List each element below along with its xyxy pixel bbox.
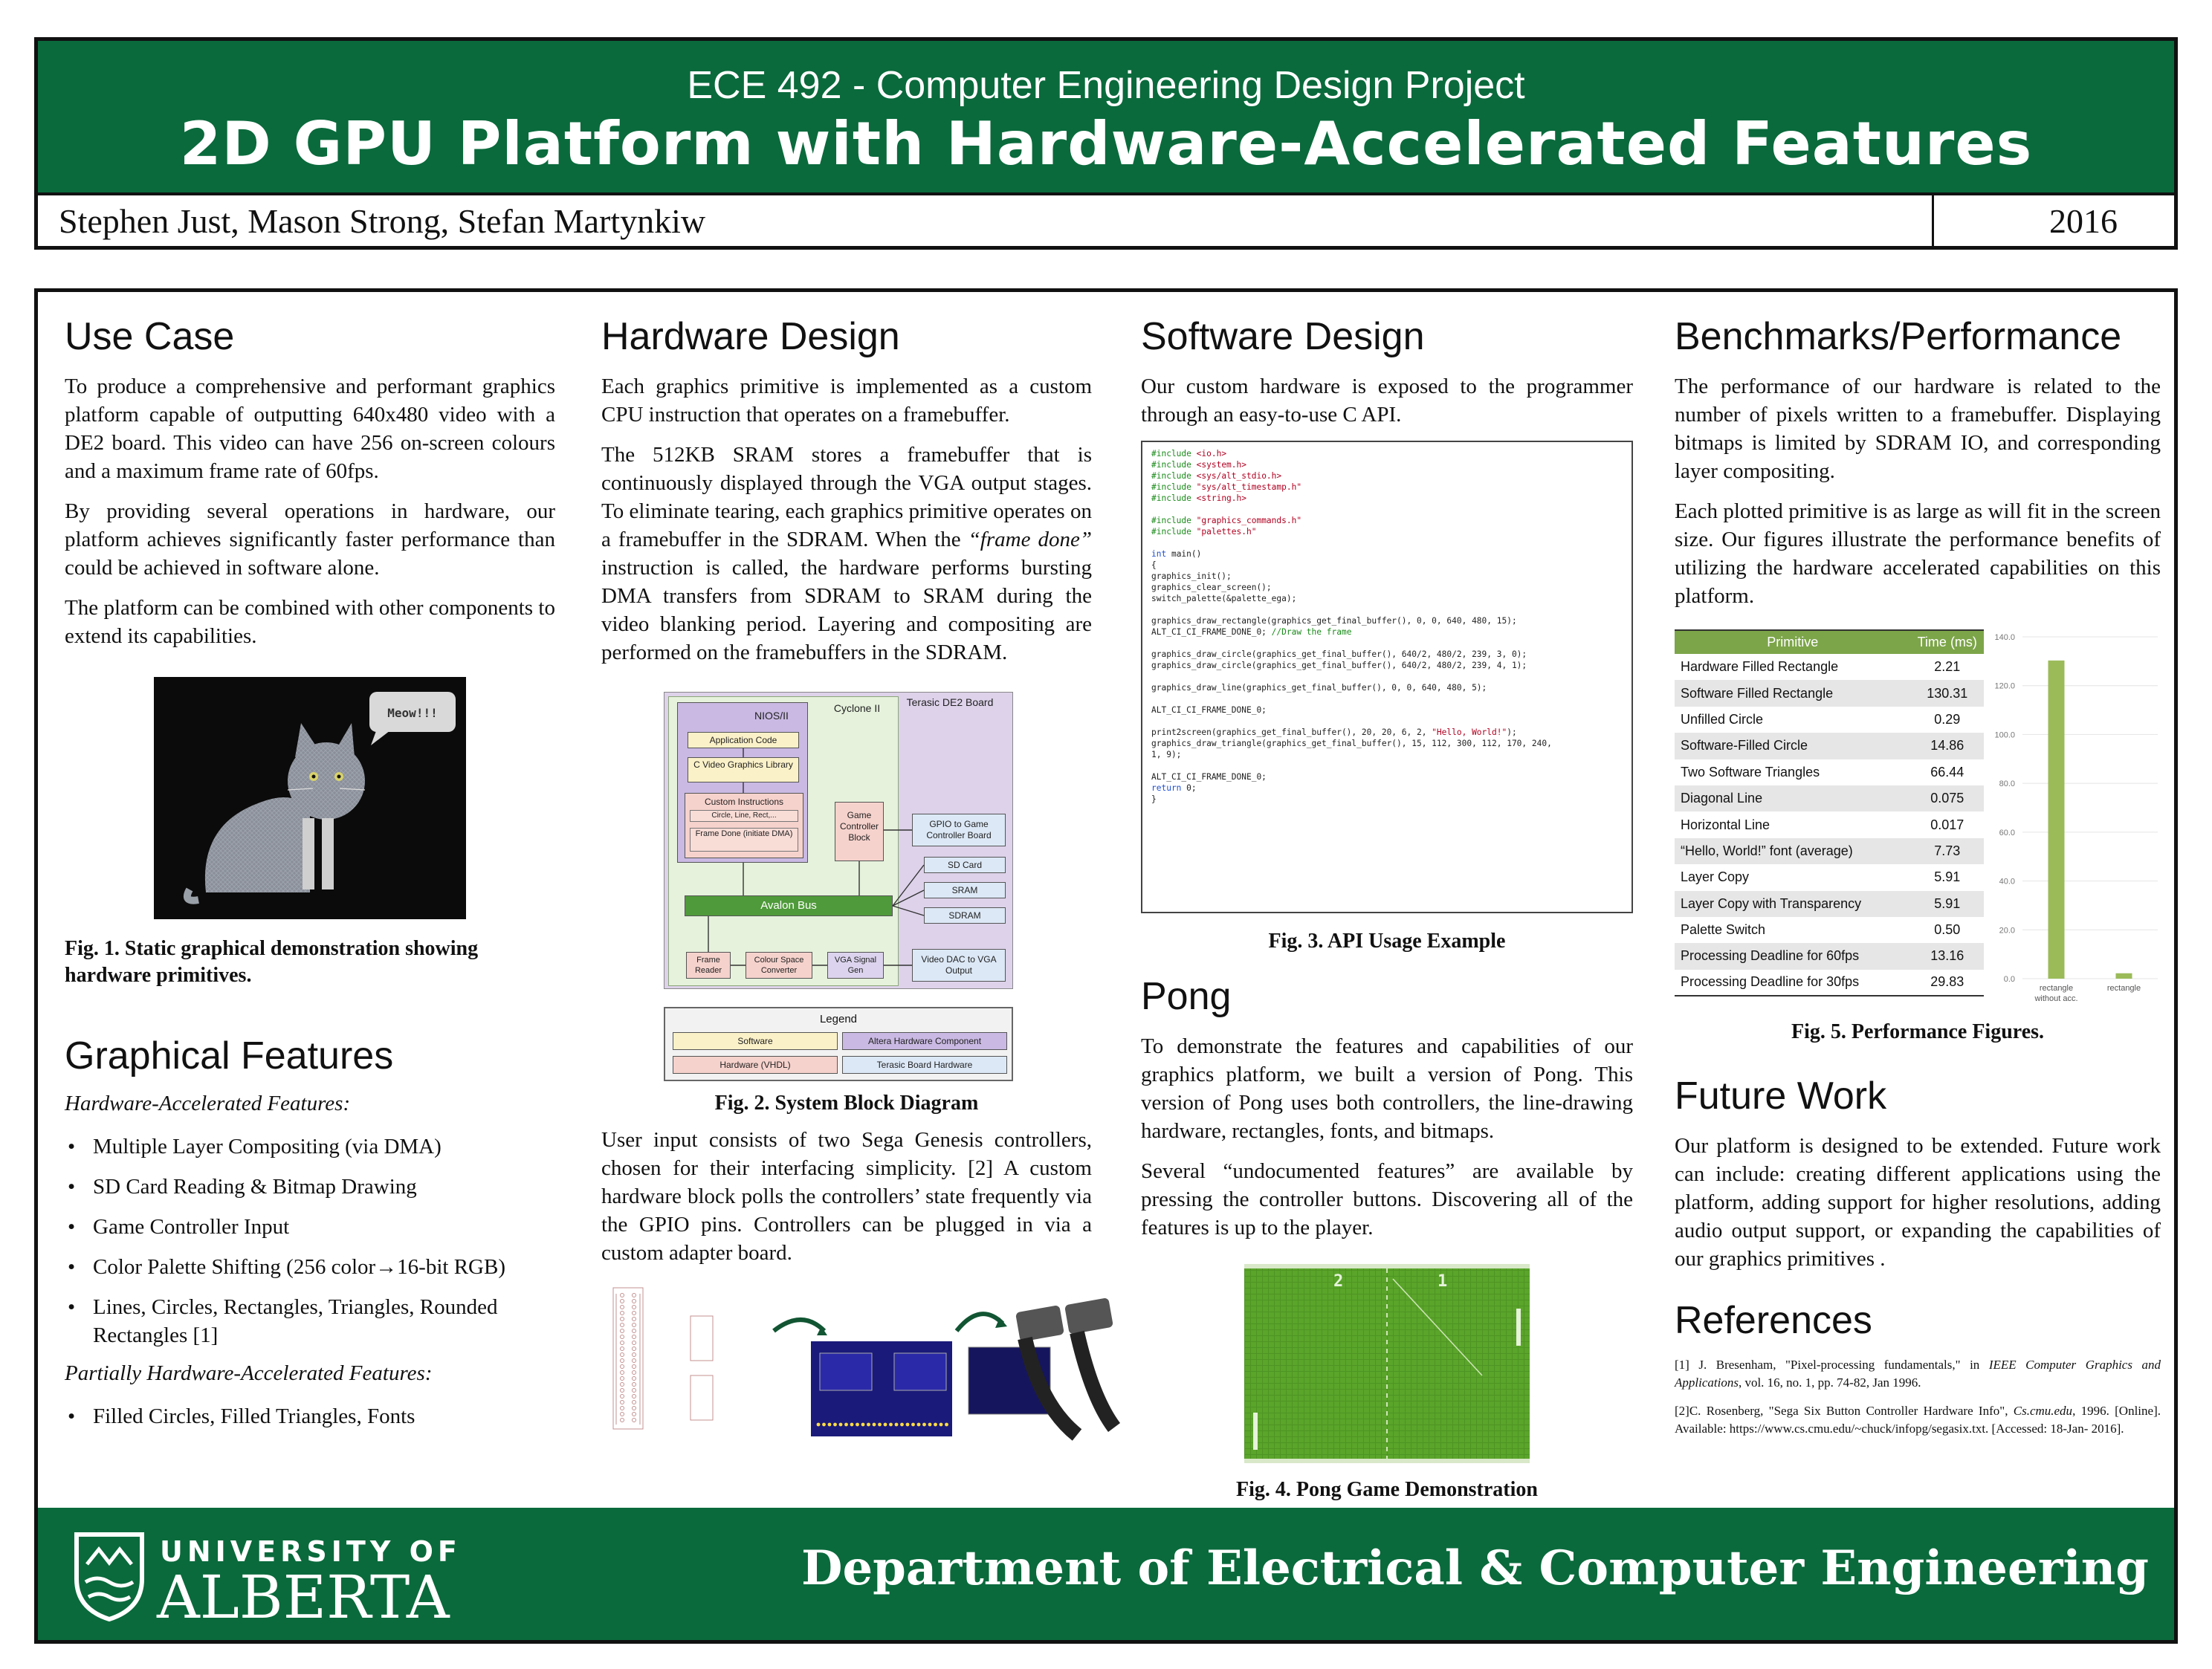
reference-2: [2]C. Rosenberg, "Sega Six Button Controller Hardware Info", Cs.cmu.edu, 1996. [Online]. Available: https://www.cs.cmu.edu/~chuck/infopg/segasix.txt. [Accessed: 18-Jan- 2016]. — [1675, 1404, 2161, 1436]
time-cell: 0.50 — [1934, 922, 1961, 938]
poster-title: 2D GPU Platform with Hardware-Accelerated Features — [179, 109, 2033, 178]
performance-table — [1675, 629, 1984, 996]
cat-demo-figure — [154, 677, 466, 919]
custom-instructions-box: Custom Instructions Circle, Line, Rect,... Frame Done (initiate DMA) — [685, 793, 803, 858]
hardware-design-heading: Hardware Design — [601, 315, 900, 358]
software-design-heading: Software Design — [1141, 315, 1425, 358]
list-item: • Lines, Circles, Rectangles, Triangles, Rounded Rectangles [1] — [65, 1293, 555, 1349]
year-cell — [1932, 195, 2174, 246]
use-case-para-2: By providing several operations in hardware, our platform achieves significantly faster performance than could be achieved in software alone. — [65, 499, 555, 580]
y-tick-label: 20.0 — [1999, 926, 2015, 936]
software-para-1: Our custom hardware is exposed to the programmer through an easy-to-use C API. — [1141, 375, 1633, 427]
column-1 — [65, 314, 555, 1442]
list-item: • Color Palette Shifting (256 color→16-bit RGB) — [65, 1253, 555, 1281]
y-tick-label: 60.0 — [1999, 828, 2015, 837]
table-row — [1675, 759, 1984, 785]
list-item: • Filled Circles, Filled Triangles, Fonts — [65, 1402, 555, 1430]
use-case-para-1: To produce a comprehensive and performant graphics platform capable of outputting 640x480 video with a DE2 board. This video can have 256 on-screen colours and a maximum frame rate of 60fps. — [65, 375, 555, 483]
primitive-cell: Horizontal Line — [1681, 817, 1770, 832]
list-item: • Multiple Layer Compositing (via DMA) — [65, 1132, 555, 1161]
pong-score-left: 2 — [1333, 1272, 1344, 1291]
x-tick-label: rectangle — [2106, 984, 2141, 993]
time-cell: 7.73 — [1911, 838, 1984, 864]
time-cell: 0.29 — [1934, 711, 1961, 727]
column-3 — [1141, 314, 1633, 1503]
authors: Stephen Just, Mason Strong, Stefan Martynkiw — [59, 202, 706, 240]
system-block-diagram — [664, 692, 1013, 989]
diagram-arrows — [664, 692, 1013, 989]
university-logo — [72, 1527, 488, 1627]
frame-reader-box: Frame Reader — [686, 952, 731, 979]
hw-features-label: Hardware-Accelerated Features: — [65, 1092, 351, 1115]
pong-screenshot — [1244, 1264, 1530, 1463]
time-cell: 5.91 — [1934, 869, 1961, 885]
avalon-bus: Avalon Bus — [685, 895, 893, 916]
time-cell: 13.16 — [1911, 943, 1984, 969]
cat-body — [205, 797, 310, 892]
table-row — [1675, 838, 1984, 864]
pong-heading: Pong — [1141, 975, 1232, 1018]
benchmarks-heading: Benchmarks/Performance — [1675, 315, 2122, 358]
year: 2016 — [2049, 202, 2118, 240]
primitive-cell: Palette Switch — [1681, 922, 1766, 938]
poster-body — [34, 288, 2178, 1644]
y-tick-label: 80.0 — [1999, 780, 2015, 789]
column-4 — [1675, 314, 2161, 1448]
fig5-caption: Fig. 5. Performance Figures. — [1791, 1020, 2045, 1043]
poster-footer — [38, 1508, 2174, 1640]
author-row — [38, 192, 2174, 246]
fig3-caption: Fig. 3. API Usage Example — [1268, 930, 1506, 953]
reference-1: [1] J. Bresenham, "Pixel-processing fundamentals," in IEEE Computer Graphics and Applications, vol. 16, no. 1, pp. 74-82, Jan 1996. — [1675, 1358, 2161, 1390]
list-item: • Game Controller Input — [65, 1213, 555, 1241]
legend-software: Software — [673, 1032, 838, 1050]
cyclone-label: Cyclone II — [833, 702, 881, 714]
x-tick-label: rectangle without acc. — [2034, 984, 2078, 1003]
list-item: • SD Card Reading & Bitmap Drawing — [65, 1173, 555, 1201]
diagram-legend — [664, 1007, 1013, 1081]
primitive-cell: Processing Deadline for 60fps — [1675, 943, 1911, 969]
y-tick-label: 0.0 — [2003, 975, 2015, 984]
fig4-caption: Fig. 4. Pong Game Demonstration — [1236, 1478, 1538, 1501]
primitive-cell: Diagonal Line — [1675, 785, 1911, 811]
y-tick-label: 140.0 — [1994, 633, 2015, 642]
primitive-cell: Two Software Triangles — [1681, 764, 1820, 780]
color-converter-box: Colour Space Converter — [746, 952, 812, 979]
primitive-cell: “Hello, World!” font (average) — [1675, 838, 1911, 864]
hardware-para-2: The 512KB SRAM stores a framebuffer that is continuously displayed through the VGA output stages. To eliminate tearing, each graphics primitive operates on a framebuffer in the SDRAM. When the “frame done” instruction is called, the hardware performs bursting DMA transfers from SDRAM to SRAM during the video blanking period. Layering and compositing are performed on the framebuffers in the SDRAM. — [601, 443, 1092, 664]
schematic — [613, 1288, 713, 1429]
partial-features-label: Partially Hardware-Accelerated Features: — [65, 1361, 433, 1385]
performance-figure — [1675, 629, 2161, 1016]
table-header-primitive: Primitive — [1675, 630, 1911, 654]
use-case-para-3: The platform can be combined with other components to extend its capabilities. — [65, 596, 555, 648]
poster-header — [34, 37, 2178, 250]
time-cell: 29.83 — [1911, 970, 1984, 996]
legend-vhdl: Hardware (VHDL) — [673, 1056, 838, 1074]
time-cell: 14.86 — [1911, 733, 1984, 759]
video-dac-box: Video DAC to VGA Output — [912, 949, 1006, 982]
terasic-label: Terasic DE2 Board — [906, 696, 994, 708]
primitive-cell: Unfilled Circle — [1681, 711, 1764, 727]
shield-icon — [77, 1534, 142, 1619]
time-cell: 2.21 — [1934, 659, 1961, 675]
pong-para-2: Several “undocumented features” are available by pressing the controller buttons. Discovering all of the features is up to the player. — [1141, 1159, 1633, 1239]
future-work-heading: Future Work — [1675, 1075, 1887, 1118]
table-row — [1675, 785, 1984, 811]
table-row — [1675, 970, 1984, 996]
column-2 — [601, 314, 1092, 1442]
legend-altera: Altera Hardware Component — [842, 1032, 1007, 1050]
benchmarks-para-2: Each plotted primitive is as large as will fit in the screen size. Our figures illustrate the performance benefits of utilizing the hardware accelerated capabilities on this platform. — [1675, 499, 2161, 608]
primitive-cell: Software Filled Rectangle — [1675, 680, 1911, 706]
vga-gen-box: VGA Signal Gen — [827, 952, 884, 979]
references-heading: References — [1675, 1299, 1872, 1342]
time-cell: 0.017 — [1930, 817, 1964, 832]
department-name: Department of Electrical & Computer Engineering — [801, 1540, 2149, 1596]
game-controller-block: Game Controller Block — [835, 802, 884, 861]
time-cell: 130.31 — [1911, 680, 1984, 706]
table-row — [1675, 707, 1984, 733]
use-case-heading: Use Case — [65, 315, 235, 358]
course-title: ECE 492 - Computer Engineering Design Project — [687, 64, 1525, 107]
table-row — [1675, 680, 1984, 706]
benchmarks-para-1: The performance of our hardware is related to the number of pixels written to a framebuffer. Displaying bitmaps is limited by SDRAM IO, and corresponding layer compositing. — [1675, 375, 2161, 483]
sram-box: SRAM — [924, 882, 1006, 898]
partial-feature-list — [65, 1402, 555, 1430]
logo-alberta: ALBERTA — [157, 1563, 450, 1624]
performance-bar-chart — [1990, 629, 2161, 1016]
bar — [2048, 661, 2065, 979]
y-tick-label: 120.0 — [1994, 681, 2015, 691]
primitive-cell: Processing Deadline for 30fps — [1675, 970, 1911, 996]
table-row — [1675, 943, 1984, 969]
time-cell: 66.44 — [1930, 764, 1964, 780]
bar — [2116, 973, 2132, 979]
cat-bubble-text: Meow!!! — [387, 706, 438, 720]
sd-card-box: SD Card — [924, 857, 1006, 873]
table-row — [1675, 654, 1984, 680]
table-row — [1675, 891, 1984, 917]
time-cell: 0.075 — [1911, 785, 1984, 811]
primitive-cell: Software-Filled Circle — [1675, 733, 1911, 759]
future-work-para: Our platform is designed to be extended. Future work can include: creating different applications using the platform, adding support for higher resolutions, adding audio output support, or expanding the capabilities of our graphics primitives . — [1675, 1134, 2161, 1271]
logo-univ-of: UNIVERSITY OF — [160, 1535, 462, 1568]
gpio-box: GPIO to Game Controller Board — [912, 814, 1006, 846]
pong-score-right: 1 — [1438, 1272, 1448, 1291]
table-header-time: Time (ms) — [1911, 630, 1984, 654]
primitive-cell: Layer Copy — [1681, 869, 1750, 885]
legend-terasic: Terasic Board Hardware — [842, 1056, 1007, 1074]
nios-label: NIOS/II — [754, 710, 789, 722]
primitive-cell: Layer Copy with Transparency — [1675, 891, 1911, 917]
graphical-features-heading: Graphical Features — [65, 1034, 394, 1077]
title-banner — [38, 41, 2174, 192]
controller-adapter-figure — [601, 1279, 1122, 1442]
sdram-box: SDRAM — [924, 907, 1006, 924]
app-code-box: Application Code — [688, 732, 799, 748]
time-cell: 5.91 — [1911, 891, 1984, 917]
hardware-para-1: Each graphics primitive is implemented as a custom CPU instruction that operates on a framebuffer. — [601, 375, 1092, 427]
table-row — [1675, 917, 1984, 943]
legend-title: Legend — [819, 1013, 858, 1025]
table-row — [1675, 864, 1984, 890]
hw-feature-list — [65, 1132, 555, 1349]
table-row — [1675, 811, 1984, 837]
table-row — [1675, 733, 1984, 759]
y-tick-label: 40.0 — [1999, 877, 2015, 887]
y-tick-label: 100.0 — [1994, 730, 2015, 740]
fig2-caption: Fig. 2. System Block Diagram — [714, 1092, 979, 1115]
pong-para-1: To demonstrate the features and capabilities of our graphics platform, we built a version of Pong. This version of Pong uses both controllers, the line-drawing hardware, rectangles, fonts, and bitmaps. — [1141, 1034, 1633, 1143]
code-listing: #include <io.h> #include <system.h> #include <sys/alt_stdio.h> #include "sys/alt_timestamp.h" #include <string.h> #include "graphics_commands.h" #include "palettes.h" int main() { graphics_init(); graphics_clear_screen(); switch_palette(&palette_ega); graphics_draw_rectangle(graphics_get_final_buffer(), 0, 0, 640, 480, 15); ALT_CI_CI_FRAME_DONE_0; //Draw the frame graphics_draw_circle(graphics_get_final_buffer(), 640/2, 480/2, 239, 3, 0); graphics_draw_circle(graphics_get_final_buffer(), 640/2, 480/2, 239, 4, 1); graphics_draw_line(graphics_get_final_buffer(), 0, 0, 640, 480, 5); ALT_CI_CI_FRAME_DONE_0; print2screen(graphics_get_final_buffer(), 20, 20, 6, 2, "Hello, World!"); graphics_draw_triangle(graphics_get_final_buffer(), 15, 112, 300, 112, 170, 240, 1, 9); ALT_CI_CI_FRAME_DONE_0; return 0; } — [1141, 441, 1633, 913]
hardware-para-3: User input consists of two Sega Genesis controllers, chosen for their interfacing simplicity. [2] A custom hardware block polls the controllers’ state frequently via the GPIO pins. Controllers can be plugged in via a custom adapter board. — [601, 1128, 1092, 1265]
c-library-box: C Video Graphics Library — [688, 757, 799, 782]
primitive-cell: Hardware Filled Rectangle — [1681, 659, 1839, 675]
fig1-caption: Fig. 1. Static graphical demonstration showing hardware primitives. — [65, 937, 479, 987]
